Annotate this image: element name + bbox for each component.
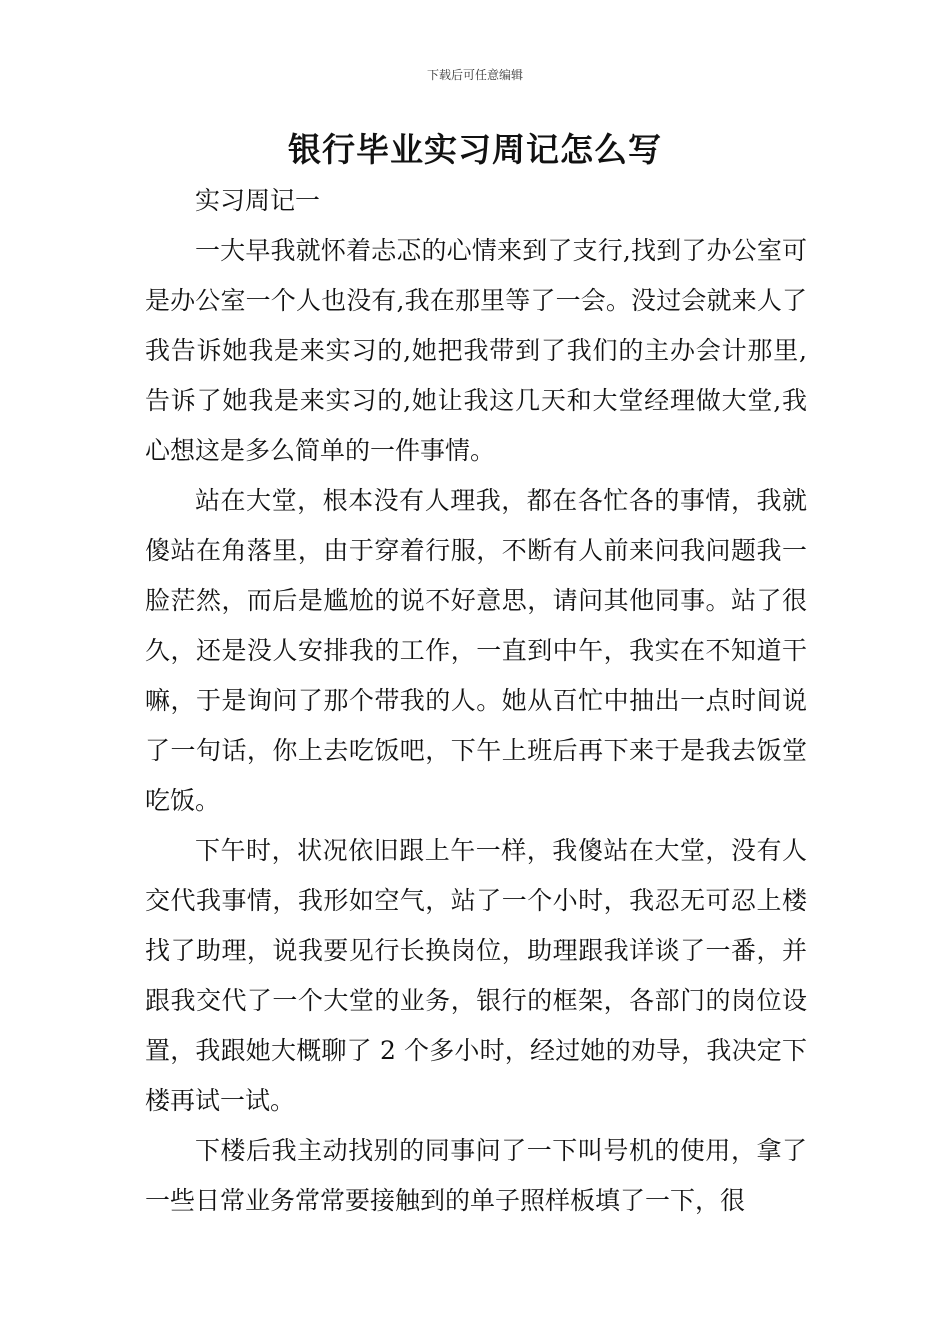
header-note: 下载后可任意编辑 — [426, 68, 523, 82]
paragraph-1: 一大早我就怀着忐忑的心情来到了支行,找到了办公室可是办公室一个人也没有,我在那里等了一会。没过会就来人了我告诉她我是来实习的,她把我带到了我们的主办会计那里,告诉了她我是来实习的,她让我这几天和大堂经理做大堂,我心想这是多么简单的一件事情。 — [145, 236, 807, 465]
paragraph-3: 下午时，状况依旧跟上午一样，我傻站在大堂，没有人交代我事情，我形如空气，站了一个小时，我忍无可忍上楼找了助理，说我要见行长换岗位，助理跟我详谈了一番，并跟我交代了一个大堂的业务，银行的框架，各部门的岗位设置，我跟她大概聊了 2 个多小时，经过她的劝导，我决定下楼再试一试。 — [145, 836, 807, 1115]
document-title: 银行毕业实习周记怎么写 — [288, 130, 662, 169]
document-body — [145, 176, 807, 1226]
paragraph-4: 下楼后我主动找别的同事问了一下叫号机的使用，拿了一些日常业务常常要接触到的单子照样板填了一下，很 — [145, 1136, 807, 1215]
paragraph-2: 站在大堂，根本没有人理我，都在各忙各的事情，我就傻站在角落里，由于穿着行服，不断有人前来问我问题我一脸茫然，而后是尴尬的说不好意思，请问其他同事。站了很久，还是没人安排我的工作，一直到中午，我实在不知道干嘛，于是询问了那个带我的人。她从百忙中抽出一点时间说了一句话，你上去吃饭吧，下午上班后再下来于是我去饭堂吃饭。 — [145, 486, 807, 815]
section-subheading: 实习周记一 — [195, 186, 321, 215]
